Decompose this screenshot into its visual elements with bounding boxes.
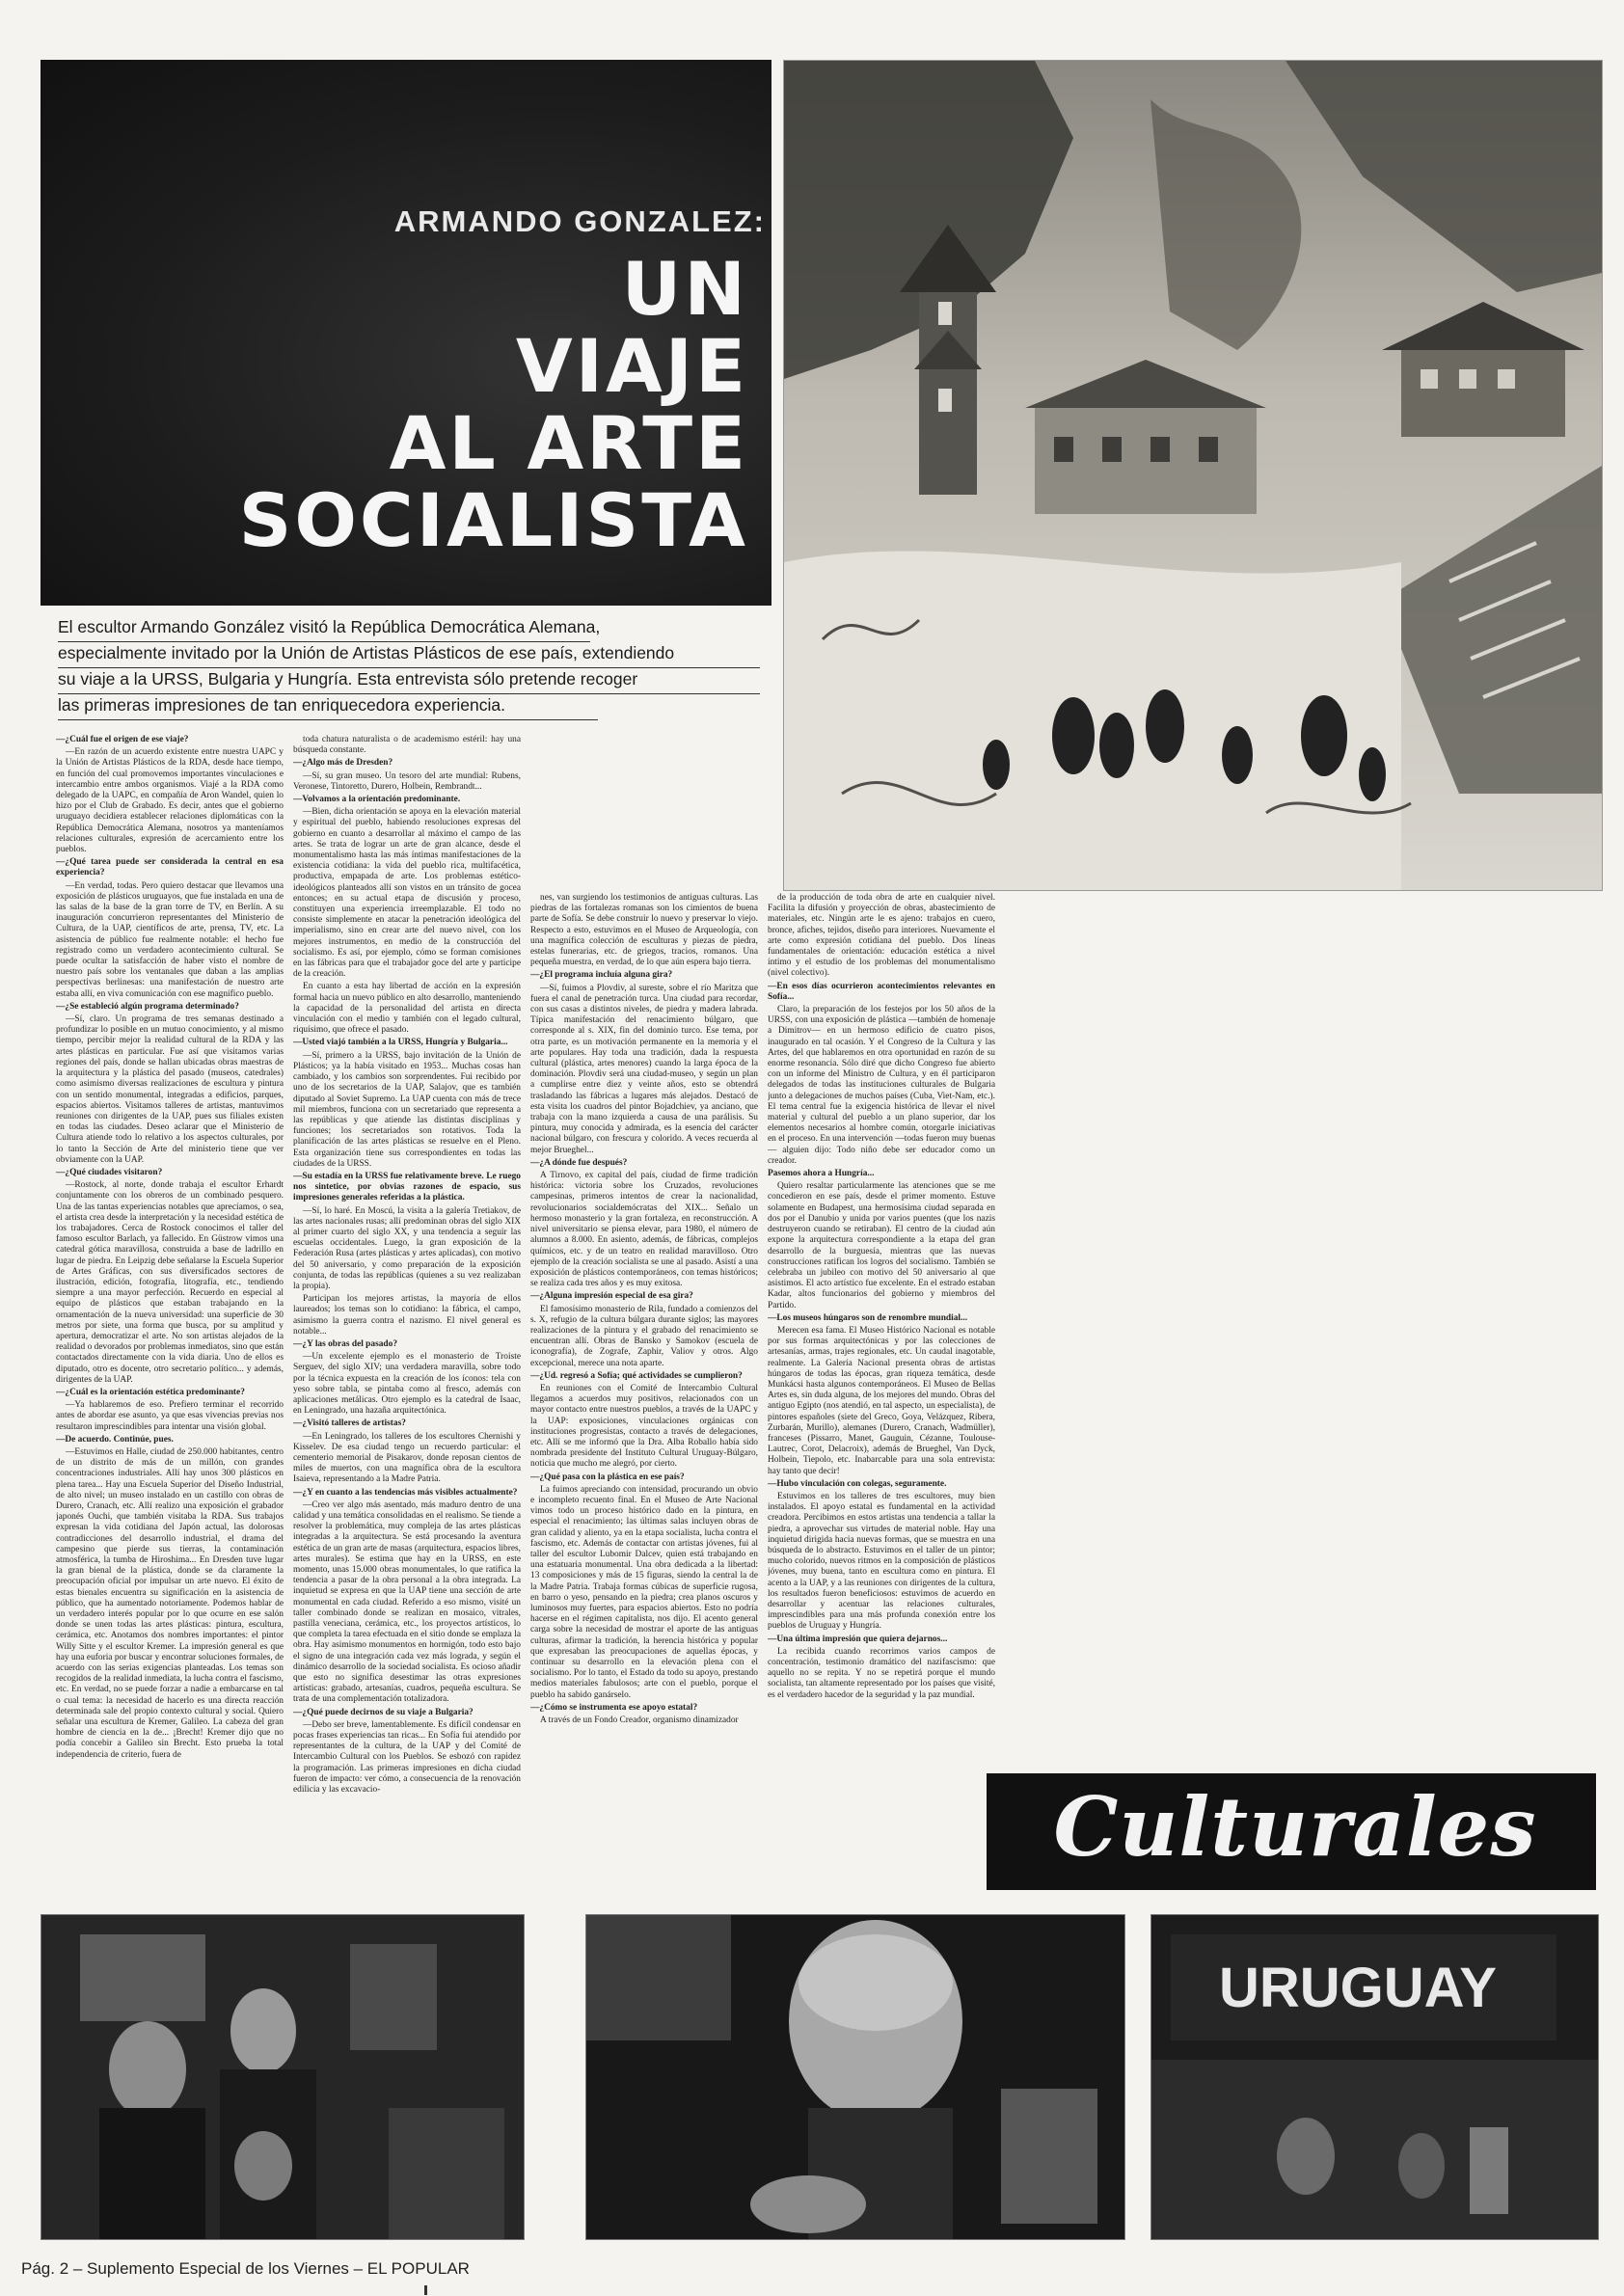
uruguay-sign: URUGUAY [1219, 1957, 1497, 2019]
article-paragraph: Claro, la preparación de los festejos por los 50 años de la URSS, con una exposición de plástica —también de homenaje a Dimitrov— en un hermoso edificio de cuatro pisos, inaugurado en tal ocasión. Y el Congreso de la Cultura y las Artes, del que hablaremos en otra oportunidad en razón de su enorme resonancia. Sólo diré que dicho Congreso fue abierto con un informe del Ministro de Cultura, y en él participaron delegados de todas las instituciones culturales de Bulgaria junto a delegaciones de muchos países (Cuba, Viet-Nam, etc.). El tema central fue la exigencia histórica de llevar el nivel material y cultural del pueblo a un plano superior, dar los elementos necesarios al hombre común, otorgarle iniciativas en el proceso. En una intervención —todas fueron muy buenas— alguien dijo: Todo niño debe ser educador como un creador. [768, 1005, 995, 1166]
article-paragraph: —En verdad, todas. Pero quiero destacar que llevamos una exposición de plásticos uruguayos, que fue instalada en una de las salas de la base de la gran torre de TV, en Berlín. A su inauguración concurrieron representantes del Ministerio de Cultura, de la UAP, científicos de arte, prensa, TV, etc. La asistencia de público fue realmente notable: el hecho fue registrado como un verdadero acontecimiento cultural. Se puede ocultar la satisfacción de haber visto el nombre de nuestro país sobre los ventanales que daban a las amplias perspectivas berlinesas: una manifestación de nuestro arte estaba allí, en viva comunicación con ese magnífico pueblo. [56, 880, 284, 999]
article-paragraph: —Creo ver algo más asentado, más maduro dentro de una calidad y una temática consolidadas en el realismo. Se tiende a resolver la problemática, muy compleja de las artes plásticas integradas a la arquitectura. Se está procesando la aventura estética de un gran arte de masas (arquitectura, espacios libres, artes murales). Se estima que hay en la URSS, en este momento, unas 15.000 obras monumentales, lo que ratifica la tendencia a pasar de la obra personal a la obra integrada. La inquietud se expresa en que la UAP tiene una sección de arte monumental en cada ciudad. Referido a eso mismo, visité un taller combinado donde se realizan en mosaico, vitrales, pastilla veneciana, cerámica, etc., los proyectos artísticos, lo que completa la tarea efectuada en el sitio donde se emplaza la obra. Hay asimismo monumentos en hormigón, todo esto bajo el signo de una integración cada vez más lograda, y según el dinámico desarrollo de la sociedad socialista. Es ocioso añadir que esto no significa desestimar las otras expresiones artísticas: grabado, artesanías, cuadros, pequeña escultura. Se trata de una complementación totalizadora. [293, 1499, 521, 1705]
interview-question: —Los museos húngaros son de renombre mundial... [768, 1312, 968, 1323]
intro-line-4: las primeras impresiones de tan enriquecedora experiencia. [58, 695, 505, 720]
intro-rule [58, 641, 590, 642]
painting-image [783, 60, 1603, 891]
article-paragraph: Quiero resaltar particularmente las atenciones que se me concedieron en ese país, desde el primer momento. Estuve solamente en Budapest, una hermosísima ciudad separada en dos por el Danubio y unida por varios puentes (que los nazis destruyeron cuando se retiraban). El centro de la ciudad aún expone la arquitectura correspondiente a la etapa del gran desarrollo de la burguesía, mientras que las nuevas construcciones ratifican los logros del socialismo. También se celebraba un jubileo con motivo del 50 aniversario al que asistimos. El acto artístico fue excelente. En el estrado estaban Kadar, altos funcionarios del gobierno y miembros del Partido. [768, 1181, 995, 1310]
article-paragraph: La fuimos apreciando con intensidad, procurando un obvio e incompleto recuento final. En el Museo de Arte Nacional vimos todo un proceso histórico dado en la pintura, en especial el renacimiento; las últimas salas incluyen obras de gran calidad y aliento, ya en la etapa socialista, lucha contra el fascismo, etc. Además de contactar con artistas jóvenes, fui al taller del escultor Lubomir Dalcev, quien está trabajando en una estatuaria monumental. Una obra dedicada a la libertad: 13 composiciones y más de 15 figuras, siendo la central la de la Madre Patria. Trabaja formas cúbicas de superficie rugosa, en barro o yeso, pensando en la piedra; crea planos oscuros y luminosos muy fuertes, para espacios abiertos. Esto no podría hacerse en el régimen capitalista, nos dijo. El acento general carga sobre la necesidad de mostrar el aporte de las antiguas culturas, afirmar la tradición, la herencia histórica y popular que expresaban las preocupaciones de aquellas épocas, y continuar su desarrollo en la elevación plena con el socialismo. Por lo tanto, el Estado da todo su apoyo, prestando medios materiales fabulosos; arte con el pueblo, porque el pueblo ha sabido ganárselo. [530, 1484, 758, 1700]
headline-line-1: UN [621, 246, 748, 332]
page-footer: Pág. 2 – Suplemento Especial de los Viernes – EL POPULAR [21, 2259, 470, 2278]
scan-mark [424, 2285, 427, 2295]
article-paragraph: de la producción de toda obra de arte en cualquier nivel. Facilita la difusión y proyección de obras, abastecimiento de materiales, etc. Ningún arte le es ajeno: trabajos en cuero, bronce, afiches, tejidos, diseño para interiores. Nuevamente el arte como expresión cotidiana del pueblo. Dos líneas fundamentales de orientación: educación estética a nivel íntimo y el estudio de los problemas del monumentalismo (nivel colectivo). [768, 893, 995, 979]
interview-question: —Usted viajó también a la URSS, Hungría y Bulgaria... [293, 1038, 508, 1048]
article-column-3 [530, 893, 758, 1761]
interview-question: —Su estadía en la URSS fue relativamente breve. Le ruego nos sintetice, por obvias razones de espacio, sus impresiones generales referidas a la plástica. [293, 1171, 521, 1203]
interview-question: —¿Cuál es la orientación estética predominante? [56, 1387, 245, 1397]
section-banner [987, 1773, 1596, 1890]
title-banner [41, 60, 771, 606]
intro-rule [58, 719, 598, 720]
article-paragraph: —Sí, primero a la URSS, bajo invitación de la Unión de Plásticos; ya la había visitado en 1953... Muchas cosas han cambiado, y los cambios son sorprendentes. Fui recibido por uno de los secretarios de la UAP, Salajov, que es también diputado al Soviet Supremo. La UAP cuenta con más de trece mil miembros, funciona con un secretariado que representa a las repúblicas y que atiende las distintas disciplinas y funciones; los secretariados son rotativos. Toda la planificación de las artes plásticas se resuelve en el Pleno. Esta organización tiene sus correspondientes en todas las ciudades de la URSS. [293, 1050, 521, 1169]
interview-question: —¿Cuál fue el origen de ese viaje? [56, 735, 189, 744]
article-paragraph: —Ya hablaremos de eso. Prefiero terminar el recorrido antes de abordar ese asunto, ya que esas vivencias previas nos resultaron imprescindibles para intentar una visión global. [56, 1400, 284, 1432]
article-paragraph: En reuniones con el Comité de Intercambio Cultural llegamos a acuerdos muy positivos, relacionados con un mayor contacto entre nuestros pueblos, a través de la UAPC y la UAP: exposiciones, vinculaciones orgánicas con instituciones progresistas, contacto a través de delegaciones, etc. Allí se me informó que la Dra. Alba Roballo había sido nombrada presidente del Instituto Cultural Uruguay-Búlgaro, noticia que mucho me alegró, por cierto. [530, 1383, 758, 1470]
interview-question: —En esos días ocurrieron acontecimientos relevantes en Sofía... [768, 981, 995, 1002]
article-paragraph: —Sí, fuimos a Plovdiv, al sureste, sobre el río Maritza que fuera el canal de penetración turca. Una ciudad para recordar, con sus casas a distintos niveles, de piedra y madera labrada. Típica manifestación del renacimiento búlgaro, que corresponde al s. XIX, fin del dominio turco. Ese tema, por otra parte, es un motivación permanente en la memoria y el arte populares. Hay toda una tradición, dada la respuesta cultural (plástica, artes menores) cuando la larga época de la dominación. Plovdiv será una ciudad-museo, y según un plan a cumplirse entre diez y veinte años, esto se obtendrá trasladando las fábricas a lugares más alejados. Destacó de esta visita los cuadros del pintor Bojadchiev, ya anciano, que trabaja con la mano izquierda a causa de una parálisis. Su pintura, muy conocida y admirada, es la esencia del carácter nacional búlgaro, con frescura y colorido. A veces recuerda al mejor Brueghel... [530, 983, 758, 1155]
article-paragraph: —En Leningrado, los talleres de los escultores Chernishi y Kisselev. De esa ciudad tengo un recuerdo particular: el cementerio memorial de Pisakarov, donde reposan cientos de miles de muertos, con una magnífica obra de la escultora Isaieva, representando a la Madre Patria. [293, 1431, 521, 1485]
article-paragraph: Participan los mejores artistas, la mayoría de ellos laureados; los temas son lo cotidiano: la fábrica, el campo, asimismo la guerra contra el nazismo. El nivel general es notable... [293, 1294, 521, 1337]
interview-question: —Hubo vinculación con colegas, seguramente. [768, 1478, 947, 1489]
photo-portrait-image [586, 1915, 1124, 2239]
article-paragraph: —Sí, claro. Un programa de tres semanas destinado a profundizar lo posible en un mutuo conocimiento, y al mismo tiempo, percibir mejor la realidad cultural de la RDA y las artes plásticas en particular. Fue así que visitamos varias regiones del país, donde se hallan ubicadas obras maestras de la arquitectura y la plástica del pasado (museos, catedrales) como asimismo diversas realizaciones de escultura y pintura con un sentido monumental, integradas a edificios, parques, espacios abiertos. Visitamos talleres de artistas, mantuvimos reuniones con dirigentes de la UAP, pues sus filiales existen en todas las ciudades. Deseo aclarar que el Ministerio de Cultura atiende todo lo relativo a los aspectos culturales, por lo tanto la Sección de Arte del ministerio tiene que ver obviamente con la UAP. [56, 1014, 284, 1165]
photo-portrait [585, 1914, 1125, 2240]
article-intro [58, 617, 762, 719]
article-paragraph: La recibida cuando recorrimos varios campos de concentración, testimonio dramático del nazifascismo: que aquello no se repita. Y no se repetirá porque el mundo socialista, tan altamente representado por los países que visité, es el verdadero hacedor de la seguridad y la paz mundial. [768, 1646, 995, 1700]
headline-line-2: VIAJE [515, 323, 748, 409]
article-paragraph: —Bien, dicha orientación se apoya en la elevación material y espiritual del pueblo, habiendo resoluciones expresas del gobierno en cuanto a desarrollar al máximo el campo de las artes. Se trata de lograr un arte de gran alcance, desde el monumentalismo hasta las más íntimas manifestaciones de la existencia cotidiana: la vida del pueblo rica, multifacética, productiva, empapada de arte. Los problemas estético-ideológicos planteados allí son vistos en un tránsito de gocea entonces; en su actual etapa de discusión y proceso, constituyen una experiencia irreemplazable. El todo no consiste simplemente en atacar la penetración ideológica del imperialismo, sino en crear arte del nuevo nivel, con los mejores instrumentos, en medio de la construcción del socialismo. Es así, por ejemplo, cómo se forman comisiones en las fábricas para que el trabajador goce del arte y participe de la creación. [293, 807, 521, 980]
interview-question: —Una última impresión que quiera dejarnos... [768, 1634, 948, 1644]
article-paragraph: toda chatura naturalista o de academismo estéril: hay una búsqueda constante. [293, 735, 521, 756]
interview-question: —¿Y las obras del pasado? [293, 1338, 398, 1349]
article-column-1 [56, 735, 284, 1919]
article-paragraph: —En razón de un acuerdo existente entre nuestra UAPC y la Unión de Artistas Plásticos de la RDA, desde hace tiempo, en función del cual promovemos importantes vinculaciones e intercambio entre ambos organismos. Viajé a la RDA como delegado de la UAPC, en compañía de Aron Wandel, quien lo hizo por el Club de Grabado. Es decir, antes que el gobierno uruguayo decidiera establecer relaciones diplomáticas con la República Democrática Alemana, nosotros ya manteníamos relaciones culturales, expresión de acercamiento entre los pueblos. [56, 747, 284, 855]
interview-question: —Volvamos a la orientación predominante. [293, 795, 461, 805]
photo-uruguay-stand [1150, 1914, 1599, 2240]
article-paragraph: nes, van surgiendo los testimonios de antiguas culturas. Las piedras de las fortalezas romanas son los cimientos de buena parte de Sofía. Se debe construir lo nuevo y preservar lo viejo. Respecto a esto, estuvimos en el Museo de Arqueología, con una magnífica colección de esculturas y piezas de piedra, estelas funerarias, etc. de griegos, tracios, romanos. Una pequeña muestra, en verdad, de lo que aún espera bajo tierra. [530, 893, 758, 968]
photo-uruguay-image [1151, 1915, 1598, 2239]
interview-question: —¿Alguna impresión especial de esa gira? [530, 1291, 693, 1302]
article-paragraph: —Sí, lo haré. En Moscú, la visita a la galería Tretiakov, de las artes nacionales rusas; allí predominan obras del siglo XIX al primer cuarto del siglo XX, y una tendencia a seguir las escuelas occidentales. Luego, la gran exposición de la Federación Rusa (artes plásticas y artes aplicadas), con motivo del 50 aniversario, y como preparación de la exposición conjunta, de todas las repúblicas (quienes a su vez realizaban la propia). [293, 1205, 521, 1291]
article-paragraph: —Estuvimos en Halle, ciudad de 250.000 habitantes, centro de un distrito de más de un millón, con grandes concentraciones industriales. Allí hay unos 300 plásticos en plena tarea... Hay una Escuela Superior del Diseño Industrial, de alto nivel; un museo instalado en un castillo con obras de Durero, Cranach, etc. Allí realizo una exposición el grabador japonés Ouchi, que también visitaba la RDA. Sus trabajos expresan la vida cotidiana del Japón actual, las dolorosas contradicciones del desarrollo industrial, el drama del campesino que pierde sus tierras, la contaminación atmosférica, la tumba de Hiroshima... En Dresden tuve lugar la gran bienal de la plástica, donde se da claramente la preocupación oficial por impulsar un arte nuevo. El éxito de estas bienales encuentra su significación en la asistencia de público, que ha aumentado notoriamente. Podemos hablar de un verdadero interés popular por lo que ocurre en ese salón donde se unen todas las artes plásticas: pintura, escultura, cerámica, etc. Anotamos dos nombres importantes: el pintor Willy Sitte y el escultor Kremer. La impresión general es que hay una euforia por buscar y encontrar soluciones formales, de acuerdo con las serias exigencias planteadas. Los temas son recogidos de la realidad inmediata, la lucha contra el fascismo, etc. En verdad, no se puede forzar a nadie a embarcarse en tal o cual tema: la necesidad de hacerlo es una directa reacción determinada sale del propio contexto cultural y social. Quiero señalar una escultura de Kremer, Galileo. La cabeza del gran hombre de ciencia en la de... ¡Brecht! Kremer dijo que no podía concebir a Galileo sin Brecht. Esto prueba la total independencia de criterio, fuera de [56, 1447, 284, 1760]
interview-question: —¿Cómo se instrumenta ese apoyo estatal? [530, 1702, 698, 1713]
intro-line-1: El escultor Armando González visitó la República Democrática Alemana, [58, 617, 600, 642]
article-paragraph: —Sí, su gran museo. Un tesoro del arte mundial: Rubens, Veronese, Tintoretto, Durero, Holbein, Rembrandt... [293, 770, 521, 792]
interview-question: —¿El programa incluía alguna gira? [530, 970, 673, 981]
headline-line-3: AL ARTE [389, 400, 748, 486]
intro-rule [58, 667, 760, 668]
interview-question: —¿Se estableció algún programa determinado? [56, 1001, 239, 1012]
article-column-4 [768, 893, 995, 1761]
interview-question: —¿Qué ciudades visitaron? [56, 1167, 163, 1177]
article-paragraph: —Un excelente ejemplo es el monasterio de Troiste Serguev, del siglo XIV; una verdadera maravilla, sobre todo por la técnica expuesta en la creación de los íconos: tela con yeso sobre tabla, se pintaba como al fresco, además con aplicaciones metálicas. Otro ejemplo es la catedral de Isaac, en Leningrado, una hazaña arquitectónica. [293, 1352, 521, 1417]
article-paragraph: Merecen esa fama. El Museo Histórico Nacional es notable por sus formas arquitectónicas y por las colecciones de artesanías, armas, trajes regionales, etc. Un caudal inagotable, realmente. La Galería Nacional presenta obras de artistas húngaros de todas las épocas, gran riqueza temática, desde Munkácsi hasta algunos contemporáneos. El Museo de Bellas Artes es, sin duda alguna, de los mejores del mundo. Obras del antiguo Egipto (nos atendió, en tal aspecto, un especialista), de pintores españoles (siete del Greco, Goya, Velázquez, Ribera, Zurbarán, Murillo), alemanes (Durero, Cranach, Wadmüller), franceses (Pissarro, Manet, Gauguin, Cézanne, Toulouse-Lautrec, Corot, Delacroix), además de Brueghel, Van Dyck, Holbein, Tiepolo, etc. Inabarcable para una sola entrevista: hay tanto que decir! [768, 1325, 995, 1476]
article-paragraph: Estuvimos en los talleres de tres escultores, muy bien instalados. El apoyo estatal es fundamental en la actividad creadora. Percibimos en estos artistas una tendencia a tallar la piedra, a aprovechar sus virtudes de material noble. Hay una inquietud dirigida hacia nuevas formas, que se muestra en una búsqueda de lo abstracto. Estuvimos en el taller de un pintor; mucho colorido, nuevos ritmos en la composición de plásticos jóvenes, muy buena, tanto en escultura como en pintura. El acento a la UAP, y a las reuniones con dirigentes de la cultura, los resultados fueron beneficiosos: estuvimos de acuerdo en desarrollar y acentuar las relaciones culturales, imprescindibles para una más profunda conexión entre los pueblos de Uruguay y Hungría. [768, 1491, 995, 1632]
article-byline: ARMANDO GONZALEZ: [393, 204, 766, 238]
interview-question: —¿Ud. regresó a Sofía; qué actividades se cumplieron? [530, 1370, 743, 1381]
photo-meeting-image [41, 1915, 524, 2239]
interview-question: Pasemos ahora a Hungría... [768, 1169, 875, 1179]
photo-meeting [41, 1914, 525, 2240]
interview-question: —¿A dónde fue después? [530, 1157, 628, 1168]
article-paragraph: —Rostock, al norte, donde trabaja el escultor Erhardt conjuntamente con los obreros de un combinado pesquero. Una de las tantas experiencias notables que aprecíamos, o sea, el artista crea desde la interpretación y la necesidad estética de los trabajadores. Cerca de Rostock conocimos el taller del famoso escultor Barlach, ya fallecido. En Güstrow vimos una catedral gótica maravillosa, construida a base de ladrillo en lugar de piedra. En Leipzig debe señalarse la Escuela Superior de Artes Gráficas, con sus diversificados sectores de ilustración, edición, fotografía, litografía, etc., tendiendo siempre a una mayor perfección. Recuerdo en especial al equipo de plásticos que estaban trabajando en la ornamentación de la nueva universidad: una superficie de 30 metros por siete, una forma que busca, por su amplitud y apertura, democratizar el arte. No son artistas alejados de la realidad o devorados por problemas inmediatos, sino que están contactados directamente con la vida diaria. Uno de ellos es diputado, otro es docente, otro secretario político... y además, dirigentes de la UAP. [56, 1180, 284, 1385]
article-paragraph: A Tirnovo, ex capital del país, ciudad de firme tradición histórica: victoria sobre los Cruzados, revoluciones campesinas, primeros intentos de crear la nacionalidad, revolucionarios socialdemócratas del XIX... Señalo un hermoso monasterio y la gran fortaleza, en reconstrucción. A nivel universitario se piensa elevar, para 1980, el número de alumnos a 8.000. En asiento, además, de fábricas, complejos químicos, etc. y de un teatro en realidad maravilloso. Otro ejemplo de la creación socialista se une al pasado. Asistí a una exposición de plásticos contemporáneos, con temas históricos; se realiza cada tres años y es muy exitosa. [530, 1171, 758, 1289]
interview-question: —¿Algo más de Dresden? [293, 758, 393, 769]
interview-question: —De acuerdo. Continúe, pues. [56, 1434, 174, 1445]
article-paragraph: —Debo ser breve, lamentablemente. Es difícil condensar en pocas frases experiencias tan ricas... En Sofía fui atendido por representantes de la cultura, de la UAP y del Comité de Intercambio Cultural con los Pueblos. Se esbozó con rapidez la programación. Las primeras impresiones en dicha ciudad fueron de impacto: ver cómo, a consecuencia de la renovación edilicia y las excavacio- [293, 1719, 521, 1796]
section-banner-title: Culturales [1053, 1779, 1537, 1875]
article-paragraph: En cuanto a esta hay libertad de acción en la expresión formal hacia un nuevo público en alto desarrollo, manteniendo la capacidad de la personalidad del artista en directa vinculación con el medio y también con el legado cultural, riquísimo, que ofrece el pasado. [293, 982, 521, 1036]
interview-question: —¿Visitó talleres de artistas? [293, 1418, 406, 1429]
painting-illustration [784, 61, 1602, 890]
headline-line-4: SOCIALISTA [238, 477, 748, 563]
interview-question: —¿Qué pasa con la plástica en ese país? [530, 1472, 685, 1482]
article-paragraph: El famosísimo monasterio de Rila, fundado a comienzos del s. X, refugio de la cultura búlgara durante siglos; las mayores realizaciones de la pintura y el grabado del renacimiento se encuentran allí. Obras de Bansko y Samokov (escuela de iconografía), de Zografe, Zaphir, Valiov y otros. Algo excepcional, merece una nota aparte. [530, 1304, 758, 1368]
interview-question: —¿Qué tarea puede ser considerada la central en esa experiencia? [56, 857, 284, 878]
interview-question: —¿Qué puede decirnos de su viaje a Bulgaria? [293, 1707, 474, 1717]
interview-question: —¿Y en cuanto a las tendencias más visibles actualmente? [293, 1487, 518, 1498]
intro-line-3: su viaje a la URSS, Bulgaria y Hungría. Esta entrevista sólo pretende recoger [58, 669, 637, 694]
intro-rule [58, 693, 760, 694]
article-column-2 [293, 735, 521, 1919]
article-paragraph: A través de un Fondo Creador, organismo dinamizador [540, 1715, 739, 1726]
intro-line-2: especialmente invitado por la Unión de Artistas Plásticos de ese país, extendiendo [58, 643, 674, 668]
